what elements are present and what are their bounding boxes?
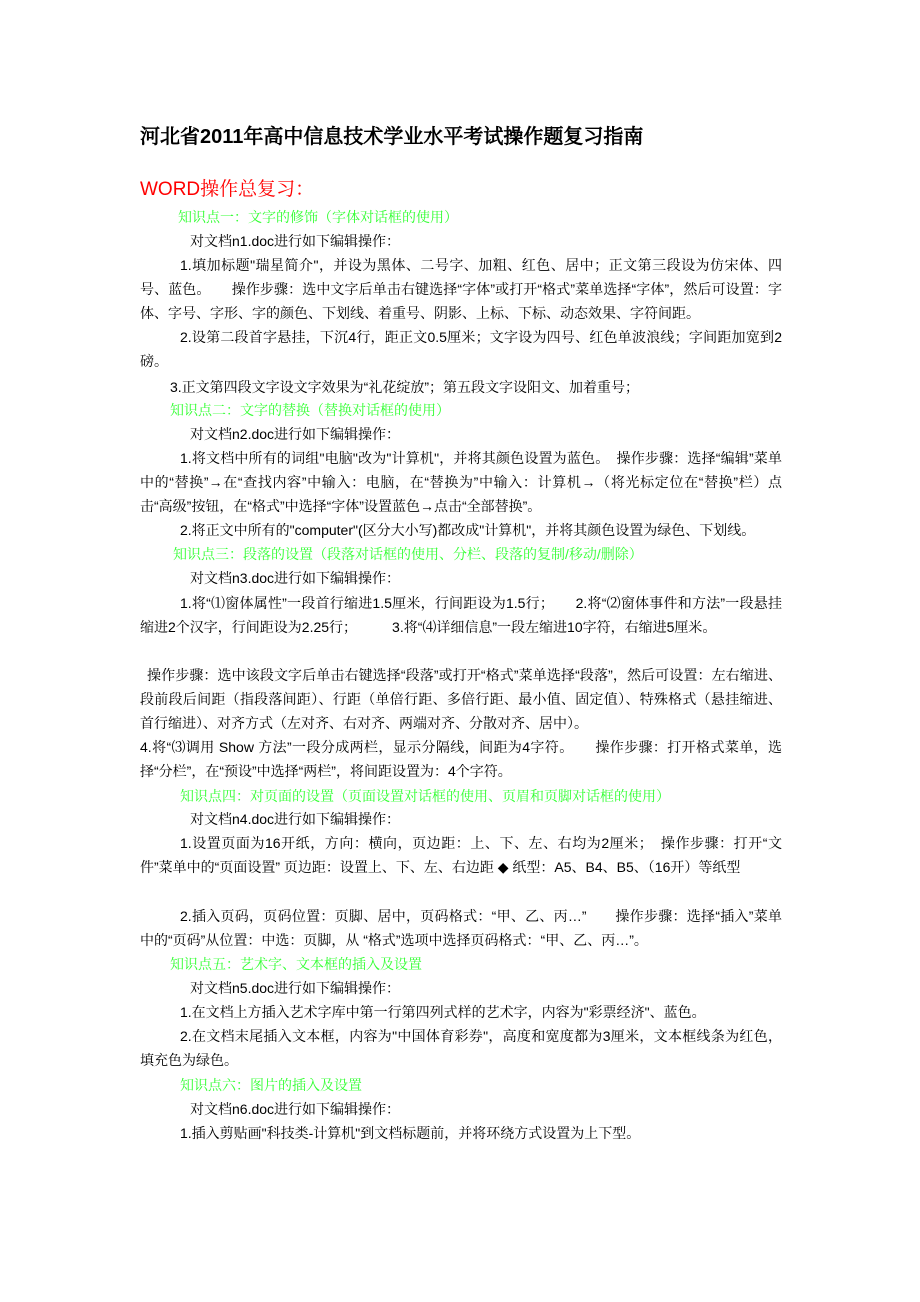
paragraph: 1.将文档中所有的词组"电脑"改为"计算机"，并将其颜色设置为蓝色。 操作步骤：选择“编辑”菜单中的“替换”→在“查找内容”中输入：电脑，在“替换为”中输入：计算机→（将光标定位在“替换”栏）点击“高级”按钮，在“格式”中选择“字体”设置蓝色→点击“全部替换”。: [140, 450, 782, 514]
paragraph: 对文档n5.doc进行如下编辑操作：: [190, 980, 401, 996]
paragraph: 1.将“⑴窗体属性”一段首行缩进1.5厘米，行间距设为1.5行； 2.将“⑵窗体事件和方法”一段悬挂缩进2个汉字，行间距设为2.25行； 3.将“⑷详细信息”一段左缩进10字符，右缩进5厘米。: [140, 595, 782, 635]
paragraph: 1.在文档上方插入艺术字库中第一行第四列式样的艺术字，内容为"彩票经济"、蓝色。: [180, 1004, 706, 1020]
paragraph: 2.在文档末尾插入文本框，内容为"中国体育彩券"，高度和宽度都为3厘米，文本框线条为红色，填充色为绿色。: [140, 1028, 782, 1068]
paragraph: 对文档n2.doc进行如下编辑操作：: [190, 426, 401, 442]
section-heading: WORD操作总复习：: [140, 179, 315, 200]
knowledge-point-heading: 知识点五：艺术字、文本框的插入及设置: [170, 956, 422, 972]
paragraph: 对文档n4.doc进行如下编辑操作：: [190, 811, 401, 827]
paragraph: 操作步骤：选中该段文字后单击右键选择“段落”或打开“格式”菜单选择“段落”，然后可设置：左右缩进、段前段后间距（指段落间距）、行距（单倍行距、多倍行距、最小值、固定值）、特殊格式（悬挂缩进、首行缩进）、对齐方式（左对齐、右对齐、两端对齐、分散对齐、居中）。: [140, 667, 782, 731]
paragraph: 对文档n1.doc进行如下编辑操作：: [190, 233, 401, 249]
paragraph: 1.填加标题"瑞星简介"，并设为黑体、二号字、加粗、红色、居中；正文第三段设为仿宋体、四号、蓝色。 操作步骤：选中文字后单击右键选择“字体”或打开“格式”菜单选择“字体”，然后可设置：字体、字号、字形、字的颜色、下划线、着重号、阴影、上标、下标、动态效果、字符间距。: [140, 257, 782, 321]
knowledge-point-heading: 知识点一：文字的修饰（字体对话框的使用）: [178, 209, 458, 225]
knowledge-point-heading: 知识点三：段落的设置（段落对话框的使用、分栏、段落的复制/移动/删除）: [173, 546, 643, 562]
paragraph: 2.将正文中所有的"computer"(区分大小写)都改成"计算机"，并将其颜色设置为绿色、下划线。: [180, 522, 756, 538]
knowledge-point-heading: 知识点四：对页面的设置（页面设置对话框的使用、页眉和页脚对话框的使用）: [180, 788, 670, 804]
paragraph: 4.将“⑶调用 Show 方法”一段分成两栏，显示分隔线，间距为4字符。 操作步骤：打开格式菜单，选择“分栏”，在“预设”中选择“两栏”，将间距设置为：4个字符。: [140, 739, 782, 779]
paragraph: 2.插入页码，页码位置：页脚、居中，页码格式：“甲、乙、丙…” 操作步骤：选择“插入”菜单中的“页码”从位置：中选：页脚，从 “格式”选项中选择页码格式：“甲、乙、丙…”。: [140, 908, 782, 948]
document-title: 河北省2011年高中信息技术学业水平考试操作题复习指南: [140, 126, 644, 148]
paragraph: 1.插入剪贴画"科技类-计算机"到文档标题前，并将环绕方式设置为上下型。: [180, 1125, 641, 1141]
paragraph: 对文档n3.doc进行如下编辑操作：: [190, 570, 401, 586]
paragraph: 3.正文第四段文字设文字效果为“礼花绽放”；第五段文字设阳文、加着重号；: [170, 379, 639, 395]
paragraph: 1.设置页面为16开纸，方向：横向，页边距：上、下、左、右均为2厘米； 操作步骤：打开“文件”菜单中的“页面设置” 页边距：设置上、下、左、右边距 ◆ 纸型：A5、B4、B5、（16开）等纸型: [140, 835, 782, 875]
knowledge-point-heading: 知识点六：图片的插入及设置: [180, 1077, 362, 1093]
knowledge-point-heading: 知识点二：文字的替换（替换对话框的使用）: [170, 402, 450, 418]
paragraph: 2.设第二段首字悬挂，下沉4行，距正文0.5厘米；文字设为四号、红色单波浪线；字间距加宽到2磅。: [140, 329, 782, 369]
paragraph: 对文档n6.doc进行如下编辑操作：: [190, 1101, 401, 1117]
